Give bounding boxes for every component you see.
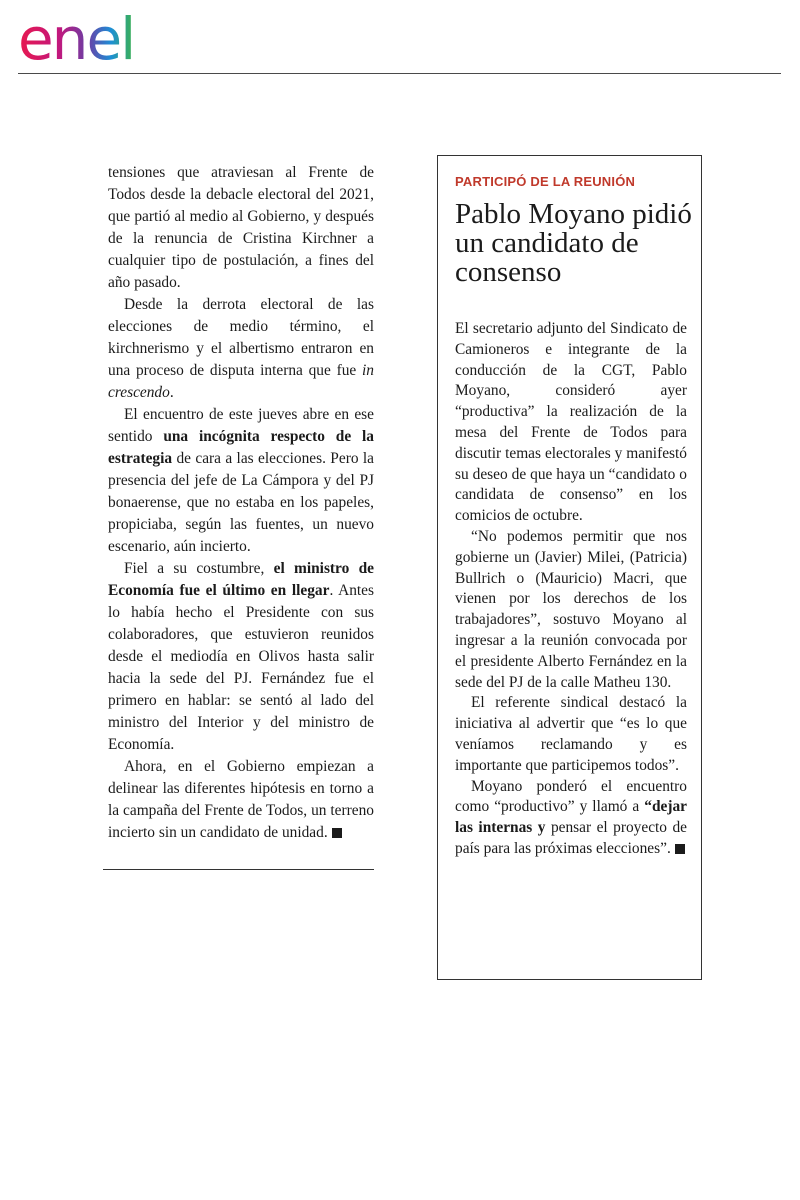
article-bold-run: una incógnita respecto de la estrategia (108, 428, 374, 467)
article-paragraph (108, 756, 374, 844)
article-paragraph (108, 404, 374, 558)
article-paragraph (108, 162, 374, 294)
article-text-run: Ahora, en el Gobierno empiezan a delinear las diferentes hipótesis en torno a la campaña del Frente de Todos, un terreno incierto sin un candidato de unidad. (108, 758, 374, 841)
sidebar-headline: Pablo Moyano pidió un candidato de consenso (455, 198, 692, 288)
article-column (108, 162, 374, 844)
article-text-run: tensiones que atraviesan al Frente de Todos desde la debacle electoral del 2021, que partió al medio al Gobierno, y después de la renuncia de Cristina Kirchner a cualquier tipo de postulación, a fines del año pasado. (108, 164, 374, 291)
sidebar-box (437, 155, 702, 980)
article-text-run: . (169, 384, 174, 401)
article-paragraph (108, 294, 374, 404)
sidebar-text-run: pensar el proyecto de país para las próximas elecciones”. (455, 819, 687, 857)
article-paragraph (108, 558, 374, 756)
article-text-run: . Antes lo había hecho el Presidente con sus colaboradores, que estuvieron reunidos desde el mediodía en Olivos hasta salir hacia la sede del PJ. Fernández fue el primero en hablar: se sentó al lado del ministro del Interior y del ministro de Economía. (108, 582, 374, 753)
enel-logo-text: enel (18, 6, 135, 66)
sidebar-text-run: El referente sindical destacó la iniciativa al advertir que “es lo que veníamos reclamando y es importante que participemos todos”. (455, 694, 687, 774)
sidebar-text-run: “No podemos permitir que nos gobierne un (Javier) Milei, (Patricia) Bullrich o (Mauricio) Macri, que vienen por los derechos de los trabajadores”, sostuvo Moyano al ingresar a la reunión convocada por el presidente Alberto Fernández en la sede del PJ de la calle Matheu 130. (455, 527, 687, 691)
end-of-article-mark (675, 844, 685, 854)
sidebar-kicker: PARTICIPÓ DE LA REUNIÓN (455, 174, 636, 189)
column-end-rule (103, 869, 374, 870)
article-text-run: Fiel a su costumbre, (124, 560, 274, 577)
end-of-article-mark (332, 828, 342, 838)
sidebar-body (455, 319, 687, 860)
article-text-run: Desde la derrota electoral de las elecciones de medio término, el kirchnerismo y el albertismo entraron en una proceso de disputa interna que fue (108, 296, 374, 379)
sidebar-paragraph (455, 319, 687, 527)
sidebar-paragraph (455, 777, 687, 860)
sidebar-bold-run: “dejar las internas y (455, 798, 687, 837)
article-text-run: El encuentro de este jueves abre en ese sentido (108, 406, 374, 445)
article-text-run: de cara a las elecciones. Pero la presencia del jefe de La Cámpora y del PJ bonaerense, que no estaba en los papeles, propiciaba, según las fuentes, un nuevo escenario, aún incierto. (108, 450, 374, 555)
sidebar-paragraph (455, 527, 687, 693)
article-bold-run: el ministro de Economía fue el último en llegar (108, 560, 374, 599)
sidebar-text-run: El secretario adjunto del Sindicato de Camioneros e integrante de la conducción de la CGT, Pablo Moyano, consideró ayer “productiva” la realización de la mesa del Frente de Todos para discutir temas electorales y manifestó su deseo de que haya un “candidato o candidata de consenso” en los comicios de octubre. (455, 320, 687, 525)
enel-logo (18, 6, 180, 66)
article-italic-run: in crescendo (108, 362, 374, 401)
header-rule (18, 73, 781, 74)
sidebar-paragraph (455, 693, 687, 776)
sidebar-text-run: Moyano ponderó el encuentro como “productivo” y llamó a (455, 777, 687, 816)
